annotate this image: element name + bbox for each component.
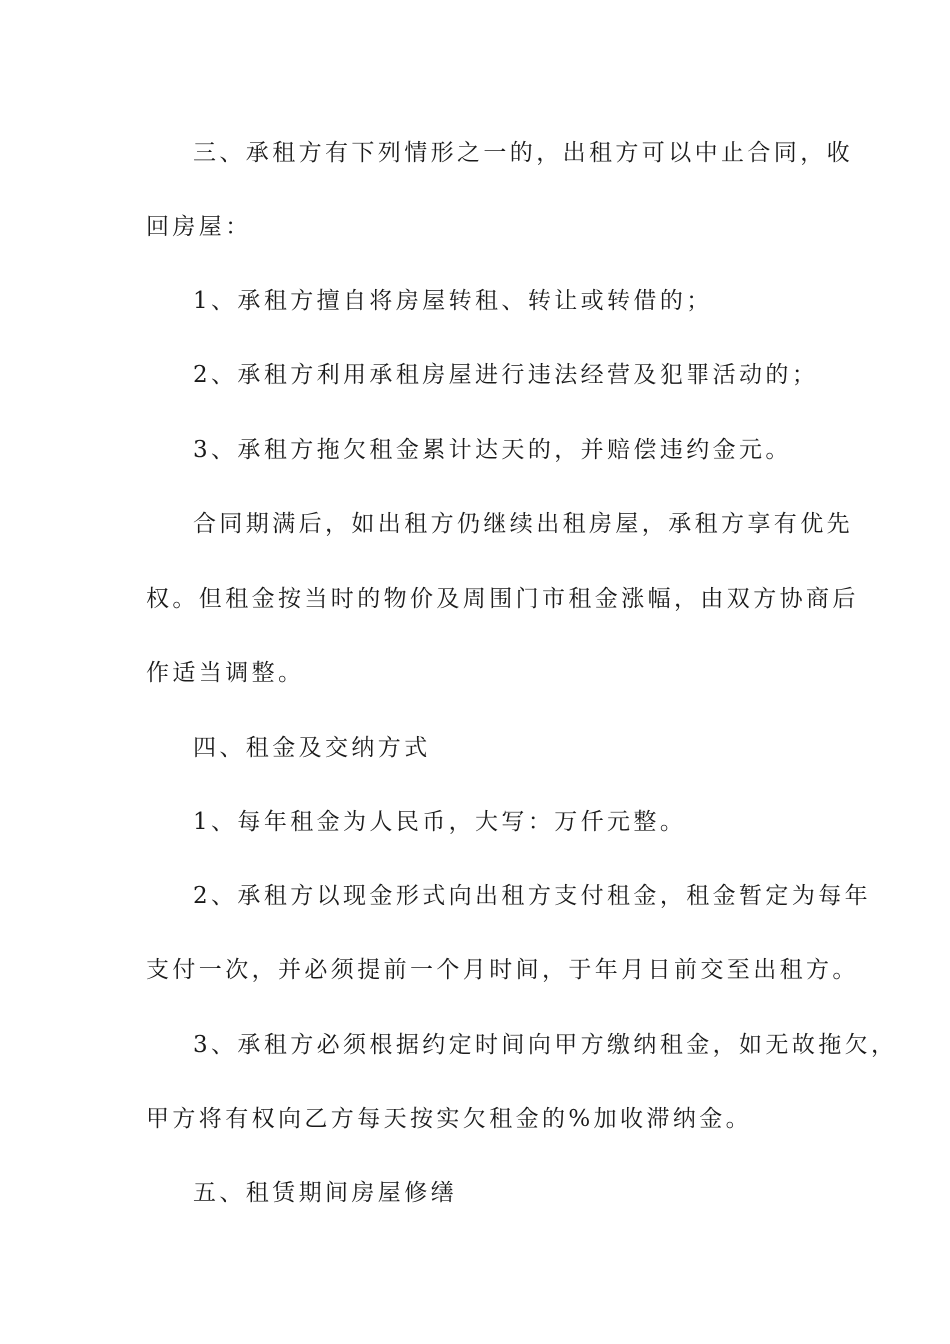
clause-5-heading: 五、租赁期间房屋修缮 bbox=[193, 1180, 457, 1206]
clause-3-item-3: 3、承租方拖欠租金累计达天的，并赔偿违约金元。 bbox=[193, 437, 792, 463]
clause-3-heading-cont: 回房屋： bbox=[146, 214, 252, 240]
clause-4-heading: 四、租金及交纳方式 bbox=[193, 735, 431, 761]
clause-4-item-3-cont: 甲方将有权向乙方每天按实欠租金的%加收滞纳金。 bbox=[146, 1106, 753, 1132]
clause-3-item-2: 2、承租方利用承租房屋进行违法经营及犯罪活动的； bbox=[193, 362, 819, 388]
renewal-paragraph-cont-1: 权。但租金按当时的物价及周围门市租金涨幅，由双方协商后 bbox=[146, 586, 859, 612]
clause-3-heading: 三、承租方有下列情形之一的，出租方可以中止合同，收 bbox=[193, 140, 853, 166]
renewal-paragraph: 合同期满后，如出租方仍继续出租房屋，承租方享有优先 bbox=[193, 511, 853, 537]
clause-4-item-2: 2、承租方以现金形式向出租方支付租金，租金暂定为每年 bbox=[193, 883, 872, 909]
clause-3-item-1: 1、承租方擅自将房屋转租、转让或转借的； bbox=[193, 288, 713, 314]
clause-4-item-2-cont: 支付一次，并必须提前一个月时间，于年月日前交至出租方。 bbox=[146, 957, 859, 983]
renewal-paragraph-cont-2: 作适当调整。 bbox=[146, 660, 305, 686]
clause-4-item-1: 1、每年租金为人民币，大写：万仟元整。 bbox=[193, 809, 687, 835]
clause-4-item-3: 3、承租方必须根据约定时间向甲方缴纳租金，如无故拖欠， bbox=[193, 1032, 898, 1058]
